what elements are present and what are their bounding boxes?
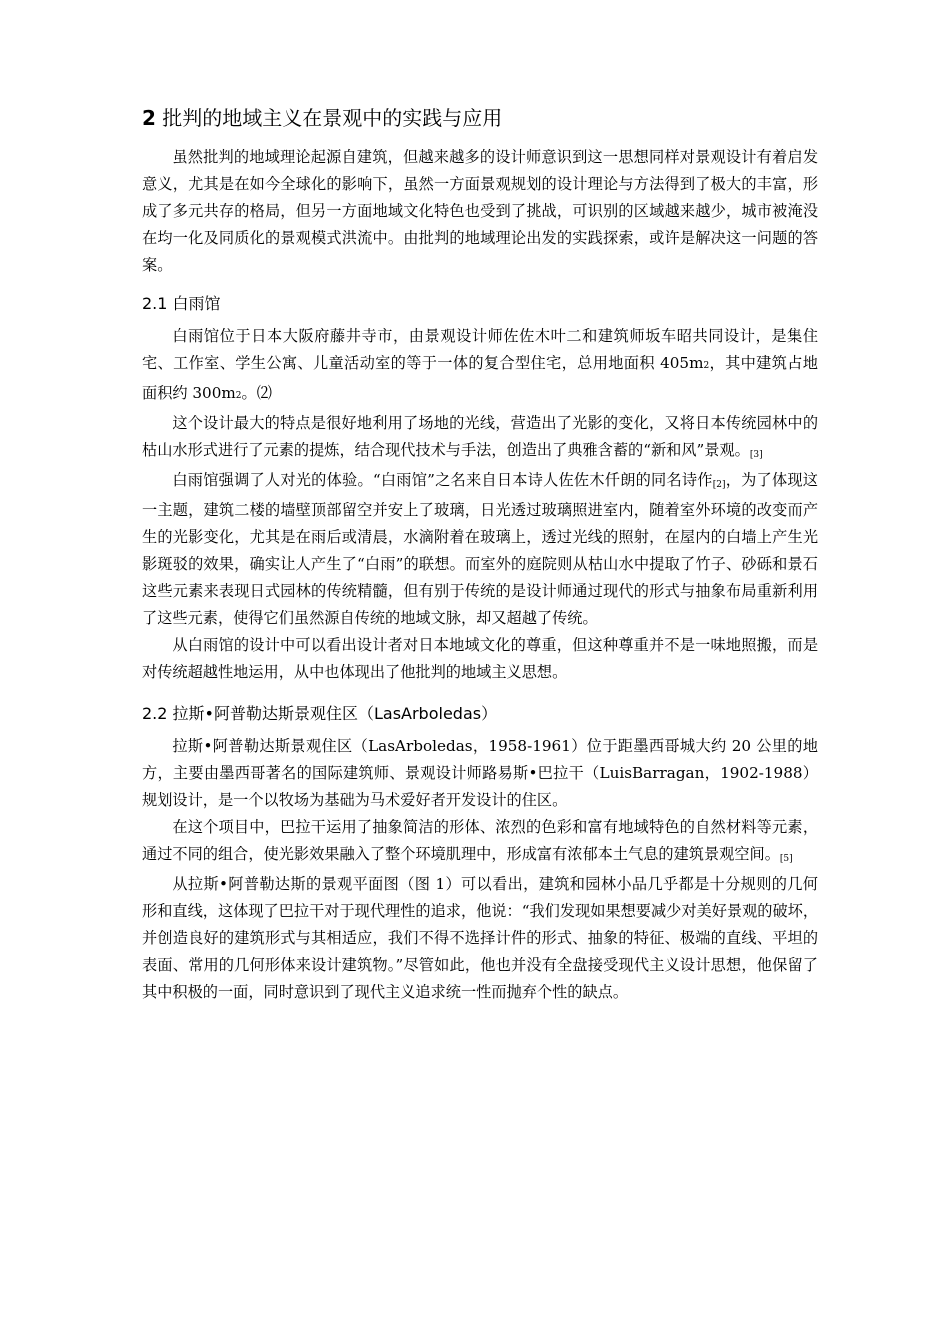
section-2-1-paragraph-3: 白雨馆强调了人对光的体验。“白雨馆”之名来自日本诗人佐佐木仟朗的同名诗作[2]，为了体现这一主题，建筑二楼的墙壁顶部留空并安上了玻璃，日光透过玻璃照进室内，随着室外环境的改变而产生的光影变化，尤其是在雨后或清晨，水滴附着在玻璃上，透过光线的照射，在屋内的白墙上产生光影斑驳的效果，确实让人产生了“白雨”的联想。而室外的庭院则从枯山水中提取了竹子、砂砾和景石这些元素来表现日式园林的传统精髓，但有别于传统的是设计师通过现代的形式与抽象布局重新利用了这些元素，使得它们虽然源自传统的地域文脉，却又超越了传统。 [142,471,818,627]
section-2-number: 2 [142,106,156,130]
citation-ref: [2] [712,480,726,490]
section-2-1-heading: 2.1 白雨馆 [142,294,221,313]
citation-ref: [3] [749,450,763,460]
superscript-2: 2 [703,361,710,371]
citation-ref: [5] [779,854,793,864]
section-2-2-paragraph-1: 拉斯•阿普勒达斯景观住区（LasArboledas，1958-1961）位于距墨西哥城大约 20 公里的地方，主要由墨西哥著名的国际建筑师、景观设计师路易斯•巴拉干（LuisBarragan，1902-1988）规划设计，是一个以牧场为基础为马术爱好者开发设计的住区。 [142,737,818,809]
section-2-2-paragraph-2: 在这个项目中，巴拉干运用了抽象简洁的形体、浓烈的色彩和富有地域特色的自然材料等元素，通过不同的组合，使光影效果融入了整个环境肌理中，形成富有浓郁本土气息的建筑景观空间。[5] [142,818,818,864]
section-2-1-paragraph-4: 从白雨馆的设计中可以看出设计者对日本地域文化的尊重，但这种尊重并不是一味地照搬，而是对传统超越性地运用，从中也体现出了他批判的地域主义思想。 [142,636,818,681]
section-2-1-paragraph-2: 这个设计最大的特点是很好地利用了场地的光线，营造出了光影的变化，又将日本传统园林中的枯山水形式进行了元素的提炼，结合现代技术与手法，创造出了典雅含蓄的“新和风”景观。[3] [142,414,818,460]
section-2-1-paragraph-1: 白雨馆位于日本大阪府藤井寺市，由景观设计师佐佐木叶二和建筑师坂车昭共同设计，是集住宅、工作室、学生公寓、儿童活动室的等于一体的复合型住宅，总用地面积 405m2，其中建筑占地面积约 300m2。⑵ [142,327,818,402]
section-2-2-paragraph-3: 从拉斯•阿普勒达斯的景观平面图（图 1）可以看出，建筑和园林小品几乎都是十分规则的几何形和直线，这体现了巴拉干对于现代理性的追求，他说：“我们发现如果想要减少对美好景观的破坏，并创造良好的建筑形式与其相适应，我们不得不选择计件的形式、抽象的特征、极端的直线、平坦的表面、常用的几何形体来设计建筑物。”尽管如此，他也并没有全盘接受现代主义设计思想，他保留了其中积极的一面，同时意识到了现代主义追求统一性而抛弃个性的缺点。 [142,875,819,1001]
superscript-2: 2 [235,391,242,401]
document-page [142,104,818,1006]
section-2-2-heading: 2.2 拉斯•阿普勒达斯景观住区（LasArboledas） [142,704,498,723]
section-2-intro-paragraph: 虽然批判的地域理论起源自建筑，但越来越多的设计师意识到这一思想同样对景观设计有着启发意义，尤其是在如今全球化的影响下，虽然一方面景观规划的设计理论与方法得到了极大的丰富，形成了多元共存的格局，但另一方面地域文化特色也受到了挑战，可识别的区域越来越少，城市被淹没在均一化及同质化的景观模式洪流中。由批判的地域理论出发的实践探索，或许是解决这一问题的答案。 [142,148,818,274]
section-2-title: 批判的地域主义在景观中的实践与应用 [155,106,503,130]
section-2-heading [142,104,818,132]
